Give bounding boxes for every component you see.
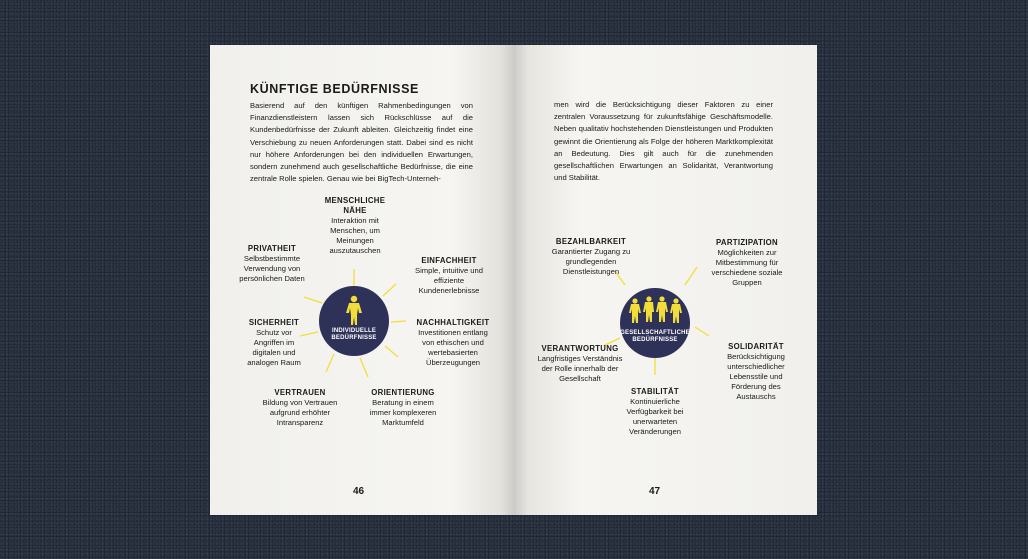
node-menschliche-naehe [322, 196, 388, 256]
node-title: VERANTWORTUNG [541, 344, 619, 353]
node-text: Schutz vor Angriffen im digitalen und analogen Raum [247, 328, 301, 367]
node-text: Interaktion mit Menschen, um Meinungen auszutauschen [329, 216, 381, 255]
node-sicherheit [242, 318, 306, 368]
node-privatheit [234, 244, 310, 284]
societal-needs-hub [620, 288, 690, 358]
node-text: Bildung von Vertrauen aufgrund erhöhter Intransparenz [262, 398, 338, 427]
node-orientierung [365, 388, 441, 428]
node-title: PRIVATHEIT [247, 244, 297, 253]
single-person-icon [319, 286, 389, 356]
node-title: BEZAHLBARKEIT [555, 237, 627, 246]
individual-needs-hub [319, 286, 389, 356]
node-einfachheit [409, 256, 489, 296]
node-text: Simple, intuitive und effiziente Kundenerlebnisse [415, 266, 483, 295]
intro-paragraph: Basierend auf den künftigen Rahmenbedingungen von Finanzdienstleistern lassen sich Rückschlüsse auf die Kundenbedürfnisse der Zukunft ableiten. Gleichzeitig findet eine Verschiebung zu neuen Anforderungen statt. Dabei sind es nicht nur höhere Anforderungen bei den individuellen Erwartungen, sondern zunehmend auch gesellschaftliche Bedürfnisse, die eine zentrale Rolle spielen. Genau wie bei BigTech-Unterneh- [250, 101, 473, 184]
page-number: 47 [649, 486, 661, 497]
node-text: Langfristiges Verständnis der Rolle innerhalb der Gesellschaft [537, 354, 623, 383]
open-book [210, 45, 817, 515]
node-vertrauen [260, 388, 340, 428]
hub-label: INDIVIDUELLE BEDÜRFNISSE [331, 328, 377, 342]
page-title: KÜNFTIGE BEDÜRFNISSE [250, 82, 419, 96]
page-number: 46 [353, 486, 365, 497]
node-nachhaltigkeit [415, 318, 491, 368]
node-title: SICHERHEIT [248, 318, 300, 327]
continued-paragraph: men wird die Berücksichtigung dieser Faktoren zu einer zentralen Voraussetzung für zukunftsfähige Geschäftsmodelle. Neben qualitativ hochstehenden Dienstleistungen und Produkten gewinnt die Orientierung als Folge der höheren Marktkomplexität an Bedeutung. Dies gilt auch für die zunehmenden gesellschaftlichen Erwartungen an Solidarität, Verantwortung und Stabilität. [554, 100, 773, 183]
node-text: Selbstbestimmte Verwendung von persönlichen Daten [239, 254, 305, 283]
node-bezahlbarkeit [551, 237, 631, 277]
left-page [210, 45, 513, 515]
node-partizipation [699, 238, 795, 288]
node-title: STABILITÄT [631, 387, 679, 396]
node-text: Beratung in einem immer komplexeren Marktumfeld [369, 398, 437, 427]
node-title: MENSCHLICHE NÄHE [324, 196, 386, 215]
node-text: Kontinuierliche Verfügbarkeit bei unerwarteten Veränderungen [626, 397, 684, 436]
node-title: ORIENTIERUNG [371, 388, 435, 397]
node-title: EINFACHHEIT [421, 256, 477, 265]
node-text: Möglichkeiten zur Mitbestimmung für verschiedene soziale Gruppen [711, 248, 783, 287]
node-text: Berücksichtigung unterschiedlicher Lebensstile und Förderung des Austauschs [727, 352, 785, 401]
node-stabilitaet [619, 387, 691, 437]
node-verantwortung [537, 344, 623, 384]
group-of-people-icon [620, 288, 690, 358]
node-title: PARTIZIPATION [716, 238, 778, 247]
node-title: NACHHALTIGKEIT [416, 318, 490, 327]
right-page [513, 45, 817, 515]
hub-label: GESELLSCHAFTLICHE BEDÜRFNISSE [620, 330, 690, 344]
node-solidaritaet [712, 342, 800, 402]
node-title: SOLIDARITÄT [728, 342, 784, 351]
node-text: Investitionen entlang von ethischen und wertebasierten Überzeugungen [418, 328, 488, 367]
node-title: VERTRAUEN [274, 388, 326, 397]
node-text: Garantierter Zugang zu grundlegenden Dienstleistungen [551, 247, 631, 276]
